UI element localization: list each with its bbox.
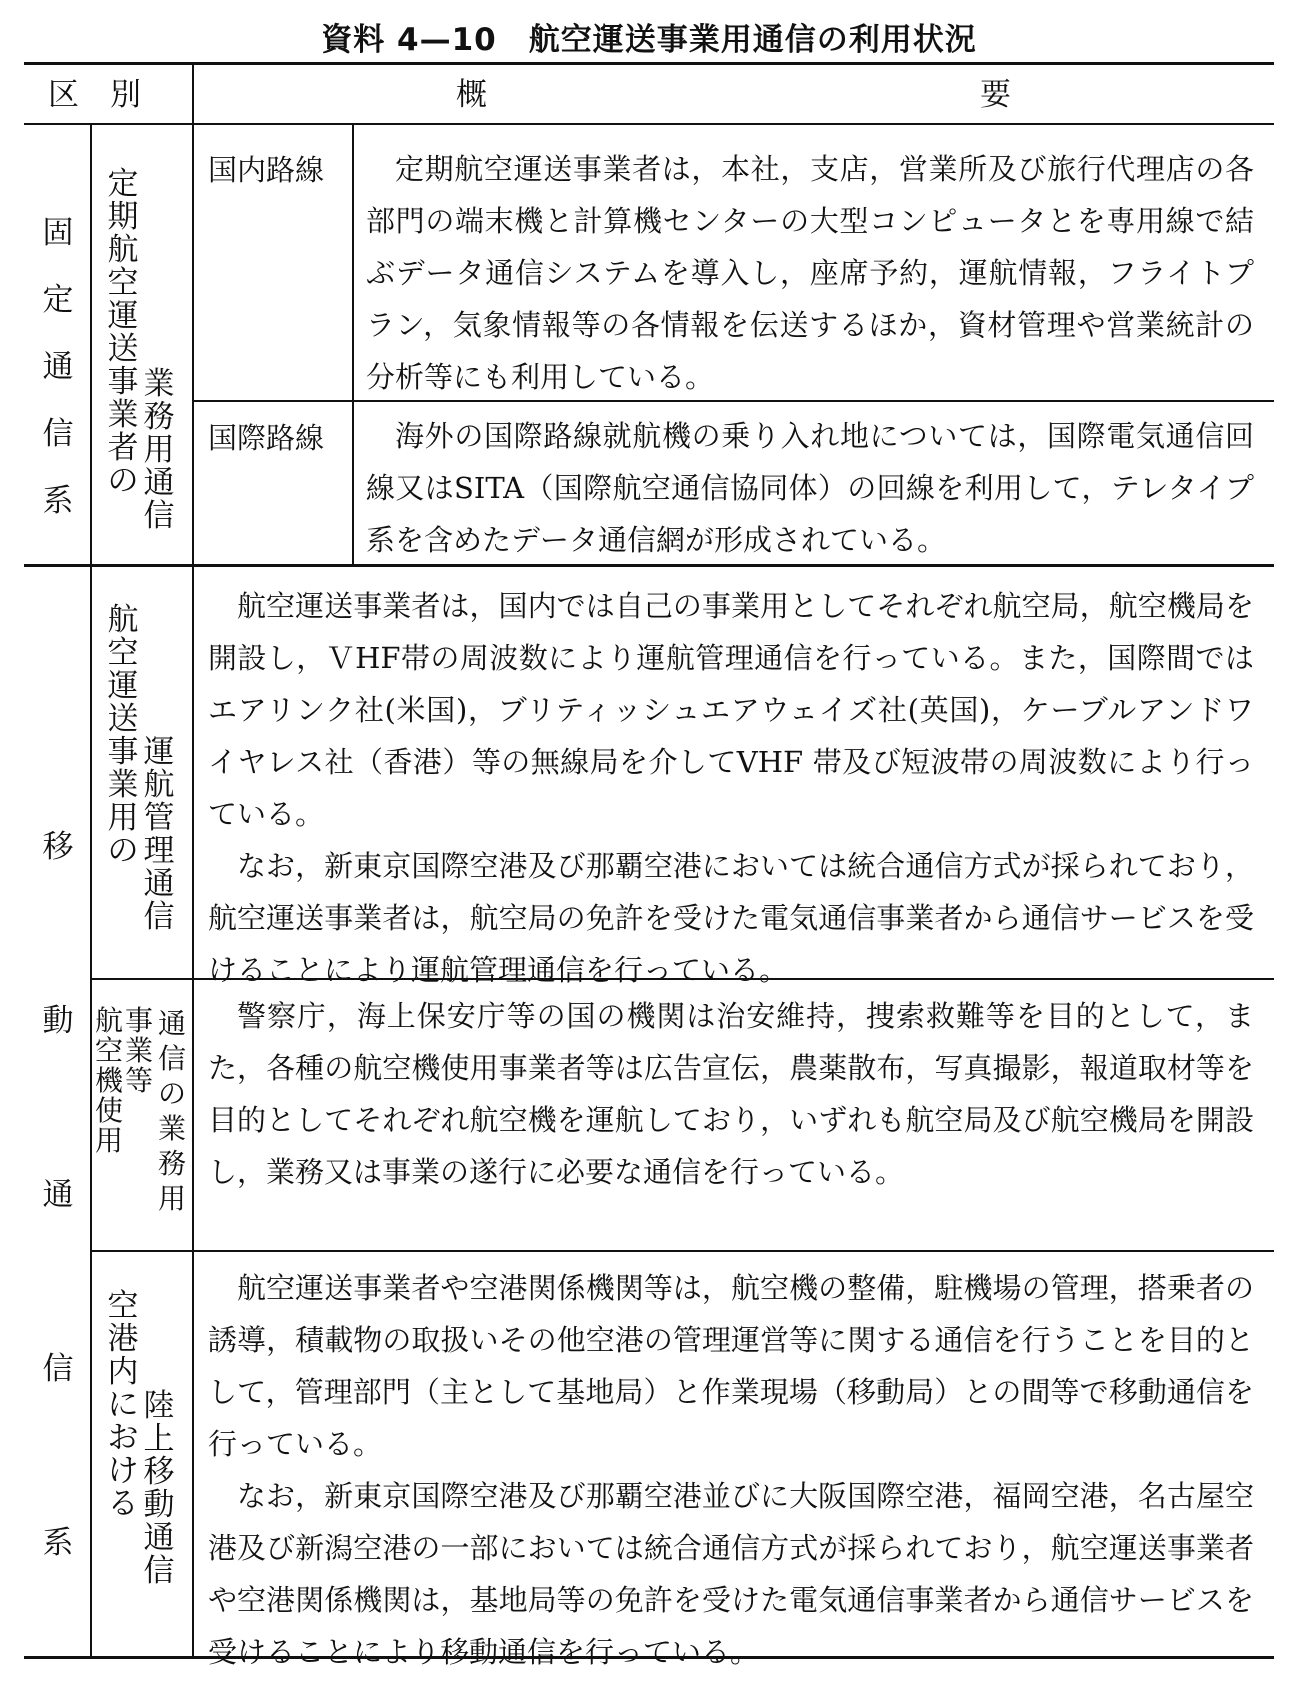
ido-block3-para2: なお，新東京国際空港及び那覇空港並びに大阪国際空港，福岡空港，名古屋空港及び新潟空港の一部においては統合通信方式が採られており，航空運送事業者や空港関係機関は，基地局等の免許を受けた電気通信事業者から通信サービスを受けることにより移動通信を行っている。 bbox=[208, 1479, 1254, 1669]
header-divider bbox=[24, 123, 1274, 125]
ido-block1-text bbox=[208, 580, 1254, 996]
ido-block3-sub-col1: 空 港 内 に お け る bbox=[107, 1288, 139, 1522]
ido-block2-text bbox=[208, 990, 1254, 1198]
route-column-divider bbox=[352, 125, 354, 564]
route-domestic: 国内路線 bbox=[208, 153, 325, 187]
content-column-divider bbox=[192, 65, 194, 1656]
header-kubetsu: 区 別 bbox=[48, 77, 141, 113]
ido-block1-para1: 航空運送事業者は，国内では自己の事業用としてそれぞれ航空局，航空機局を開設し，ＶHF帯の周波数により運航管理通信を行っている。また，国際間ではエアリンク社(米国)，ブリティッシュエアウェイズ社(英国)，ケーブルアンドワイヤレス社（香港）等の無線局を介してVHF 帯及び短波帯の周波数により行っている。 bbox=[208, 589, 1254, 831]
route-international: 国際路線 bbox=[208, 421, 325, 455]
kotei-sub-main: 定 期 航 空 運 送 事 業 者 の bbox=[107, 166, 139, 499]
ido-row-divider-2 bbox=[90, 1250, 1274, 1252]
domestic-description: 定期航空運送事業者は，本社，支店，営業所及び旅行代理店の各部門の端末機と計算機センターの大型コンピュータとを専用線で結ぶデータ通信システムを導入し，座席予約，運航情報，フライトプラン，気象情報等の各情報を伝送するほか，資材管理や営業統計の分析等にも利用している。 bbox=[366, 152, 1254, 394]
ido-block3-sub-col2: 陸 上 移 動 通 信 bbox=[143, 1388, 175, 1589]
category-column-divider bbox=[90, 125, 92, 1656]
page-title: 資料 4—10 航空運送事業用通信の利用状況 bbox=[321, 22, 977, 58]
kotei-label: 固 定 通 信 系 bbox=[42, 215, 74, 519]
ido-block3-para1: 航空運送事業者や空港関係機関等は，航空機の整備，駐機場の管理，搭乗者の誘導，積載物の取扱いその他空港の管理運営等に関する通信を行うことを目的として，管理部門（主として基地局）と作業現場（移動局）との間等で移動通信を行っている。 bbox=[208, 1271, 1254, 1461]
ido-block2-sub-col3: 通 信 の 業 務 用 bbox=[157, 1007, 186, 1215]
kotei-sub-tail: 業 務 用 通 信 bbox=[143, 366, 175, 534]
table-top-border bbox=[24, 62, 1274, 65]
ido-block2-sub-col1: 航 空 機 使 用 bbox=[94, 1004, 123, 1157]
header-gai: 概 bbox=[456, 77, 487, 113]
ido-block1-para2: なお，新東京国際空港及び那覇空港においては統合通信方式が採られており，航空運送事業者は，航空局の免許を受けた電気通信事業者から通信サービスを受けることにより運航管理通信を行っている。 bbox=[208, 849, 1254, 987]
ido-block3-text bbox=[208, 1262, 1254, 1678]
ido-block2-sub-col2: 事 業 等 bbox=[124, 1004, 153, 1097]
ido-block1-sub-col1: 航 空 運 送 事 業 用 の bbox=[107, 602, 139, 869]
international-description: 海外の国際路線就航機の乗り入れ地については，国際電気通信回線又はSITA（国際航空通信協同体）の回線を利用して，テレタイプ系を含めたデータ通信網が形成されている。 bbox=[366, 419, 1254, 557]
ido-block1-sub-col2: 運 航 管 理 通 信 bbox=[143, 734, 175, 935]
ido-label: 移 動 通 信 系 bbox=[42, 829, 74, 1561]
header-you: 要 bbox=[980, 77, 1011, 113]
ido-block2-para1: 警察庁，海上保安庁等の国の機関は治安維持，捜索救難等を目的として，また，各種の航空機使用事業者等は広告宣伝，農薬散布，写真撮影，報道取材等を目的としてそれぞれ航空機を運航しており，いずれも航空局及び航空機局を開設し，業務又は事業の遂行に必要な通信を行っている。 bbox=[208, 999, 1254, 1189]
